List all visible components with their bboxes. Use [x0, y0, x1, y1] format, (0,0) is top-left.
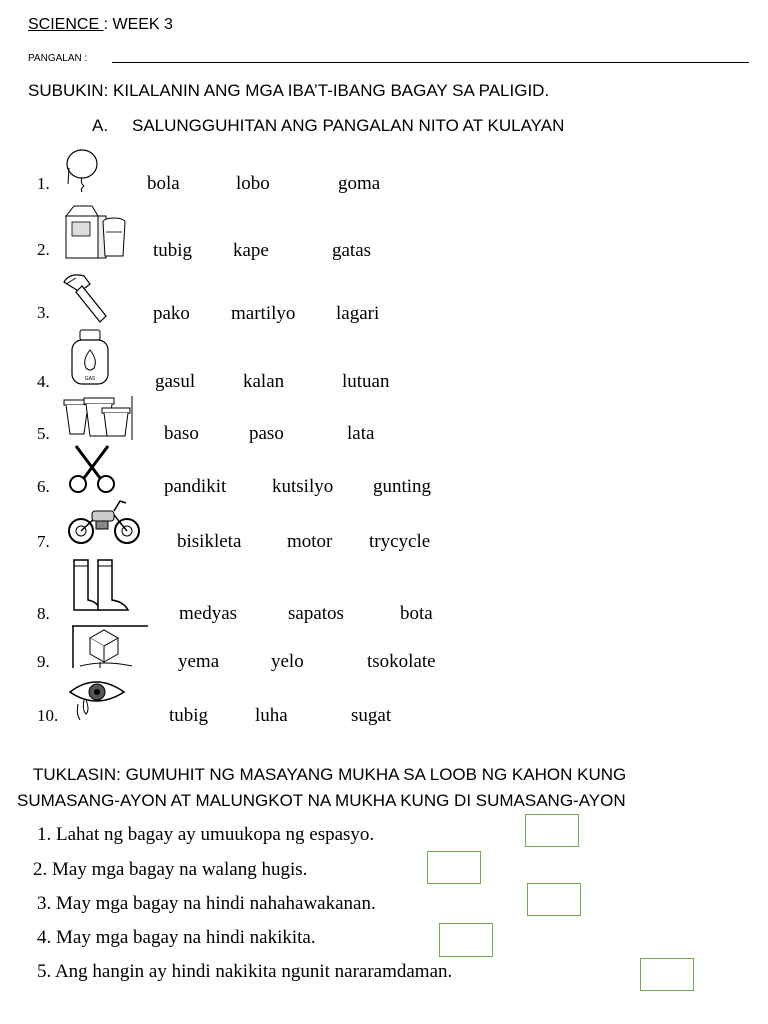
item-number-9: 9.: [37, 652, 50, 671]
item-number-3: 3.: [37, 303, 50, 322]
answer-box-5[interactable]: [640, 958, 694, 991]
answer-box-3[interactable]: [527, 883, 581, 916]
week-label: : WEEK 3: [103, 16, 173, 33]
statement-1: 1. Lahat ng bagay ay umuukopa ng espasyo.: [37, 824, 375, 845]
item-number-8: 8.: [37, 604, 50, 623]
main-instruction: SUBUKIN: KILALANIN ANG MGA IBA’T-IBANG BAGAY SA PALIGID.: [28, 81, 550, 100]
item-number-1: 1.: [37, 174, 50, 193]
milk-carton-icon: [62, 202, 128, 260]
item-number-2: 2.: [37, 240, 50, 259]
choice-9-3[interactable]: tsokolate: [367, 651, 436, 672]
item-number-5: 5.: [37, 424, 50, 443]
choice-6-1[interactable]: pandikit: [164, 476, 227, 497]
choice-2-1[interactable]: tubig: [153, 240, 193, 261]
tuklasin-line-2: SUMASANG-AYON AT MALUNGKOT NA MUKHA KUNG DI SUMASANG-AYON: [17, 791, 626, 810]
statement-2: 2. May mga bagay na walang hugis.: [33, 859, 308, 880]
answer-box-1[interactable]: [525, 814, 579, 847]
header-title: [28, 16, 173, 34]
ice-cube-icon: [70, 624, 150, 670]
choice-7-2[interactable]: motor: [287, 531, 333, 552]
choice-4-3[interactable]: lutuan: [342, 371, 390, 392]
choice-1-1[interactable]: bola: [147, 173, 180, 194]
item-number-10: 10.: [37, 706, 59, 725]
choice-5-3[interactable]: lata: [347, 423, 375, 444]
flower-pots-icon: [62, 396, 134, 440]
tuklasin-line-1: TUKLASIN: GUMUHIT NG MASAYANG MUKHA SA LOOB NG KAHON KUNG: [33, 765, 627, 784]
choice-5-1[interactable]: baso: [164, 423, 199, 444]
svg-text:GAS: GAS: [84, 376, 96, 382]
choice-3-2[interactable]: martilyo: [231, 303, 296, 324]
choice-5-2[interactable]: paso: [249, 423, 284, 444]
section-a-letter: A.: [92, 116, 109, 135]
choice-1-3[interactable]: goma: [338, 173, 381, 194]
choice-8-3[interactable]: bota: [400, 603, 433, 624]
statement-4: 4. May mga bagay na hindi nakikita.: [37, 927, 316, 948]
choice-9-2[interactable]: yelo: [271, 651, 304, 672]
choice-8-2[interactable]: sapatos: [288, 603, 344, 624]
choice-3-3[interactable]: lagari: [336, 303, 380, 324]
boots-icon: [70, 556, 134, 616]
item-number-4: 4.: [37, 372, 50, 391]
gas-tank-icon: [66, 328, 114, 388]
name-line[interactable]: [112, 62, 749, 63]
choice-7-3[interactable]: trycycle: [369, 531, 431, 552]
choice-10-2[interactable]: luha: [255, 705, 288, 726]
statement-3: 3. May mga bagay na hindi nahahawakanan.: [37, 893, 376, 914]
subject-label: SCIENCE: [28, 16, 104, 33]
choice-10-3[interactable]: sugat: [351, 705, 392, 726]
choice-10-1[interactable]: tubig: [169, 705, 209, 726]
answer-box-2[interactable]: [427, 851, 481, 884]
crying-eye-icon: [68, 674, 128, 724]
section-a-title: SALUNGGUHITAN ANG PANGALAN NITO AT KULAYAN: [132, 116, 565, 135]
motorcycle-icon: [66, 497, 142, 547]
choice-6-2[interactable]: kutsilyo: [272, 476, 334, 497]
choice-4-2[interactable]: kalan: [243, 371, 285, 392]
choice-2-3[interactable]: gatas: [332, 240, 372, 261]
choice-8-1[interactable]: medyas: [179, 603, 238, 624]
choice-7-1[interactable]: bisikleta: [177, 531, 242, 552]
choice-6-3[interactable]: gunting: [373, 476, 432, 497]
choice-2-2[interactable]: kape: [233, 240, 269, 261]
balloon-icon: [62, 148, 102, 192]
name-label: PANGALAN :: [28, 53, 88, 64]
answer-box-4[interactable]: [439, 923, 493, 957]
statement-5: 5. Ang hangin ay hindi nakikita ngunit nararamdaman.: [37, 961, 453, 982]
scissors-icon: [66, 444, 118, 494]
choice-4-1[interactable]: gasul: [155, 371, 196, 392]
item-number-7: 7.: [37, 532, 50, 551]
hammer-icon: [62, 270, 112, 324]
item-number-6: 6.: [37, 477, 50, 496]
choice-1-2[interactable]: lobo: [236, 173, 270, 194]
choice-3-1[interactable]: pako: [153, 303, 190, 324]
choice-9-1[interactable]: yema: [178, 651, 220, 672]
